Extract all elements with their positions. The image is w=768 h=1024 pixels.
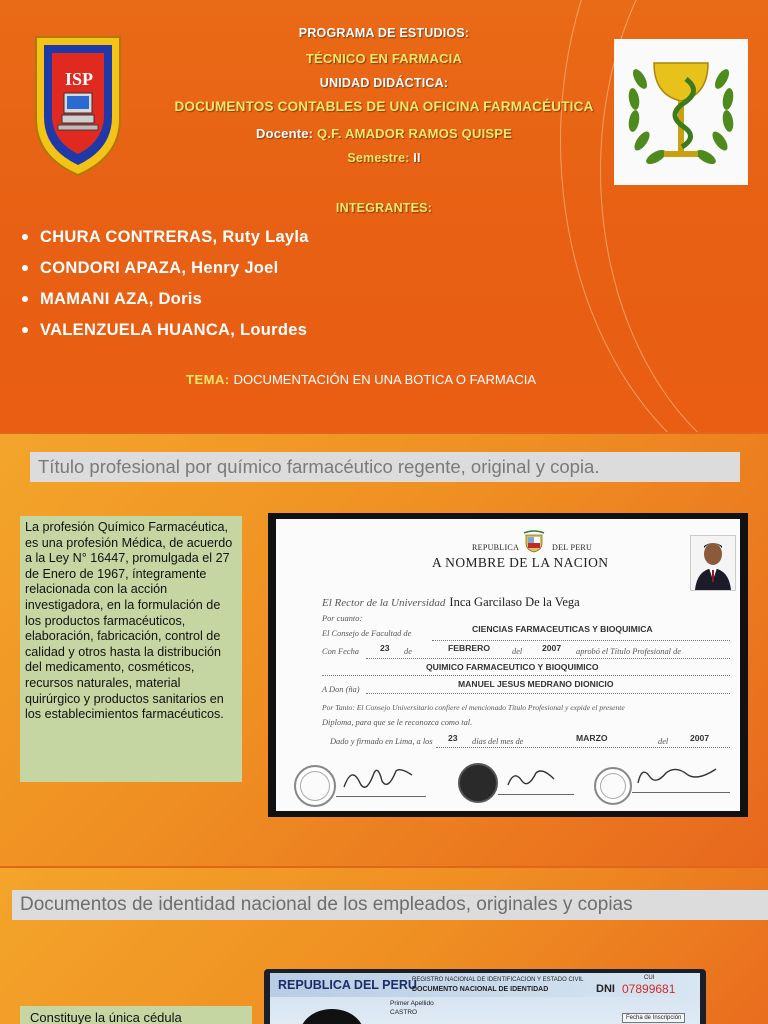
signature-icon (632, 759, 722, 791)
teacher-label: Docente: (255, 126, 314, 141)
diploma-slide (0, 434, 768, 866)
a-don: A Don (ña) (322, 685, 360, 694)
dni-number: 07899681 (622, 982, 676, 996)
members-label: INTEGRANTES: (335, 201, 433, 215)
dias-label: días del mes de (472, 737, 524, 746)
list-item: CHURA CONTRERAS, Ruty Layla (18, 224, 309, 255)
title-slide (0, 0, 768, 432)
signature-icon (502, 763, 562, 793)
program-label: PROGRAMA DE ESTUDIOS: (298, 26, 470, 40)
topic-value: DOCUMENTACIÓN EN UNA BOTICA O FARMACIA (233, 372, 537, 387)
degree-name: QUIMICO FARMACEUTICO Y BIOQUIMICO (426, 662, 599, 672)
teacher-name: Q.F. AMADOR RAMOS QUISPE (317, 126, 513, 141)
por-tanto: Por Tanto: El Consejo Universitario confiere el mencionado Título Profesional y expide el presente (322, 703, 625, 712)
signature-icon (338, 761, 418, 795)
dni-image (264, 969, 706, 1024)
graduate-photo-icon (690, 535, 736, 591)
unit-label: UNIDAD DIDÁCTICA: (319, 76, 449, 90)
del-label: del (512, 647, 523, 656)
members-list (18, 224, 309, 348)
dni-label: DNI (596, 983, 615, 995)
seal-icon (594, 767, 632, 805)
program-name: TÉCNICO EN FARMACIA (305, 51, 463, 66)
description-box: La profesión Químico Farmacéutica, es una profesión Médica, de acuerdo a la Ley N° 16447, promulgada el 27 de Enero de 1967, íntegramente relacionada con la acción investigadora, en la formulación de los productos farmacéuticos, elaboración, fabricación, control de calidad y otros hasta la distribución del medicamento, cosméticos, recursos naturales, material quirúrgico y productos sanitarios en los establecimientos farmacéuticos. (20, 516, 242, 782)
faculty-name: CIENCIAS FARMACEUTICAS Y BIOQUIMICA (472, 624, 653, 634)
aprobo-label: aprobó el Título Profesional de (576, 647, 681, 656)
de-label: de (404, 647, 412, 656)
republic-left: REPUBLICA (472, 543, 520, 552)
sign-day: 23 (448, 733, 458, 743)
topic-line (186, 372, 536, 387)
peru-coat-of-arms-icon (522, 529, 546, 553)
slide-title: Documentos de identidad nacional de los empleados, originales y copias (12, 890, 768, 920)
dni-card (270, 973, 700, 1024)
approval-day: 23 (380, 643, 390, 653)
semester-value: II (413, 151, 421, 165)
rector-line (322, 593, 580, 611)
con-fecha: Con Fecha (322, 647, 359, 656)
list-item: MAMANI AZA, Doris (18, 286, 309, 317)
sign-year: 2007 (690, 733, 710, 743)
consejo-label: El Consejo de Facultad de (322, 629, 412, 638)
cui-label: CUI (644, 975, 655, 981)
del2-label: del (658, 737, 669, 746)
seal-icon (294, 765, 336, 807)
semester-line (0, 151, 768, 165)
approval-month: FEBRERO (448, 643, 491, 653)
inscription-label: Fecha de Inscripción (622, 1013, 685, 1023)
description-box: Constituye la única cédula (20, 1006, 252, 1024)
dni-registry: REGISTRO NACIONAL DE IDENTIFICACION Y ESTADO CIVIL (412, 977, 584, 983)
dni-country: REPUBLICA DEL PERU (278, 978, 417, 992)
slide-title: Título profesional por químico farmacéutico regente, original y copia. (30, 452, 740, 482)
semester-label: Semestre: (347, 151, 410, 165)
diploma-text: Diploma, para que se le reconozca como tal. (322, 718, 473, 727)
diploma-heading: A NOMBRE DE LA NACION (432, 555, 609, 570)
approval-year: 2007 (542, 643, 562, 653)
sign-month: MARZO (576, 733, 608, 743)
teacher-line (0, 126, 768, 141)
seal-icon (458, 763, 498, 803)
dni-document: DOCUMENTO NACIONAL DE IDENTIDAD (412, 986, 549, 993)
graduate-name: MANUEL JESUS MEDRANO DIONICIO (458, 679, 614, 689)
identity-slide (0, 868, 768, 1024)
rector-label: El Rector de la Universidad (322, 597, 446, 609)
republic-right: DEL PERU (552, 543, 593, 552)
diploma-image (268, 513, 748, 817)
list-item: VALENZUELA HUANCA, Lourdes (18, 317, 309, 348)
surname-label: Primer Apellido (390, 1000, 434, 1007)
diploma (276, 519, 740, 811)
por-cuanto: Por cuanto: (322, 614, 363, 623)
dni-photo (300, 1009, 364, 1024)
dado-label: Dado y firmado en Lima, a los (330, 737, 433, 746)
unit-name: DOCUMENTOS CONTABLES DE UNA OFICINA FARMACÉUTICA (174, 99, 594, 114)
surname-value: CASTRO (390, 1009, 418, 1016)
university-name: Inca Garcilaso De la Vega (449, 595, 580, 609)
list-item: CONDORI APAZA, Henry Joel (18, 255, 309, 286)
topic-label: TEMA: (186, 372, 230, 387)
institute-logo-text: ISP (64, 69, 93, 89)
